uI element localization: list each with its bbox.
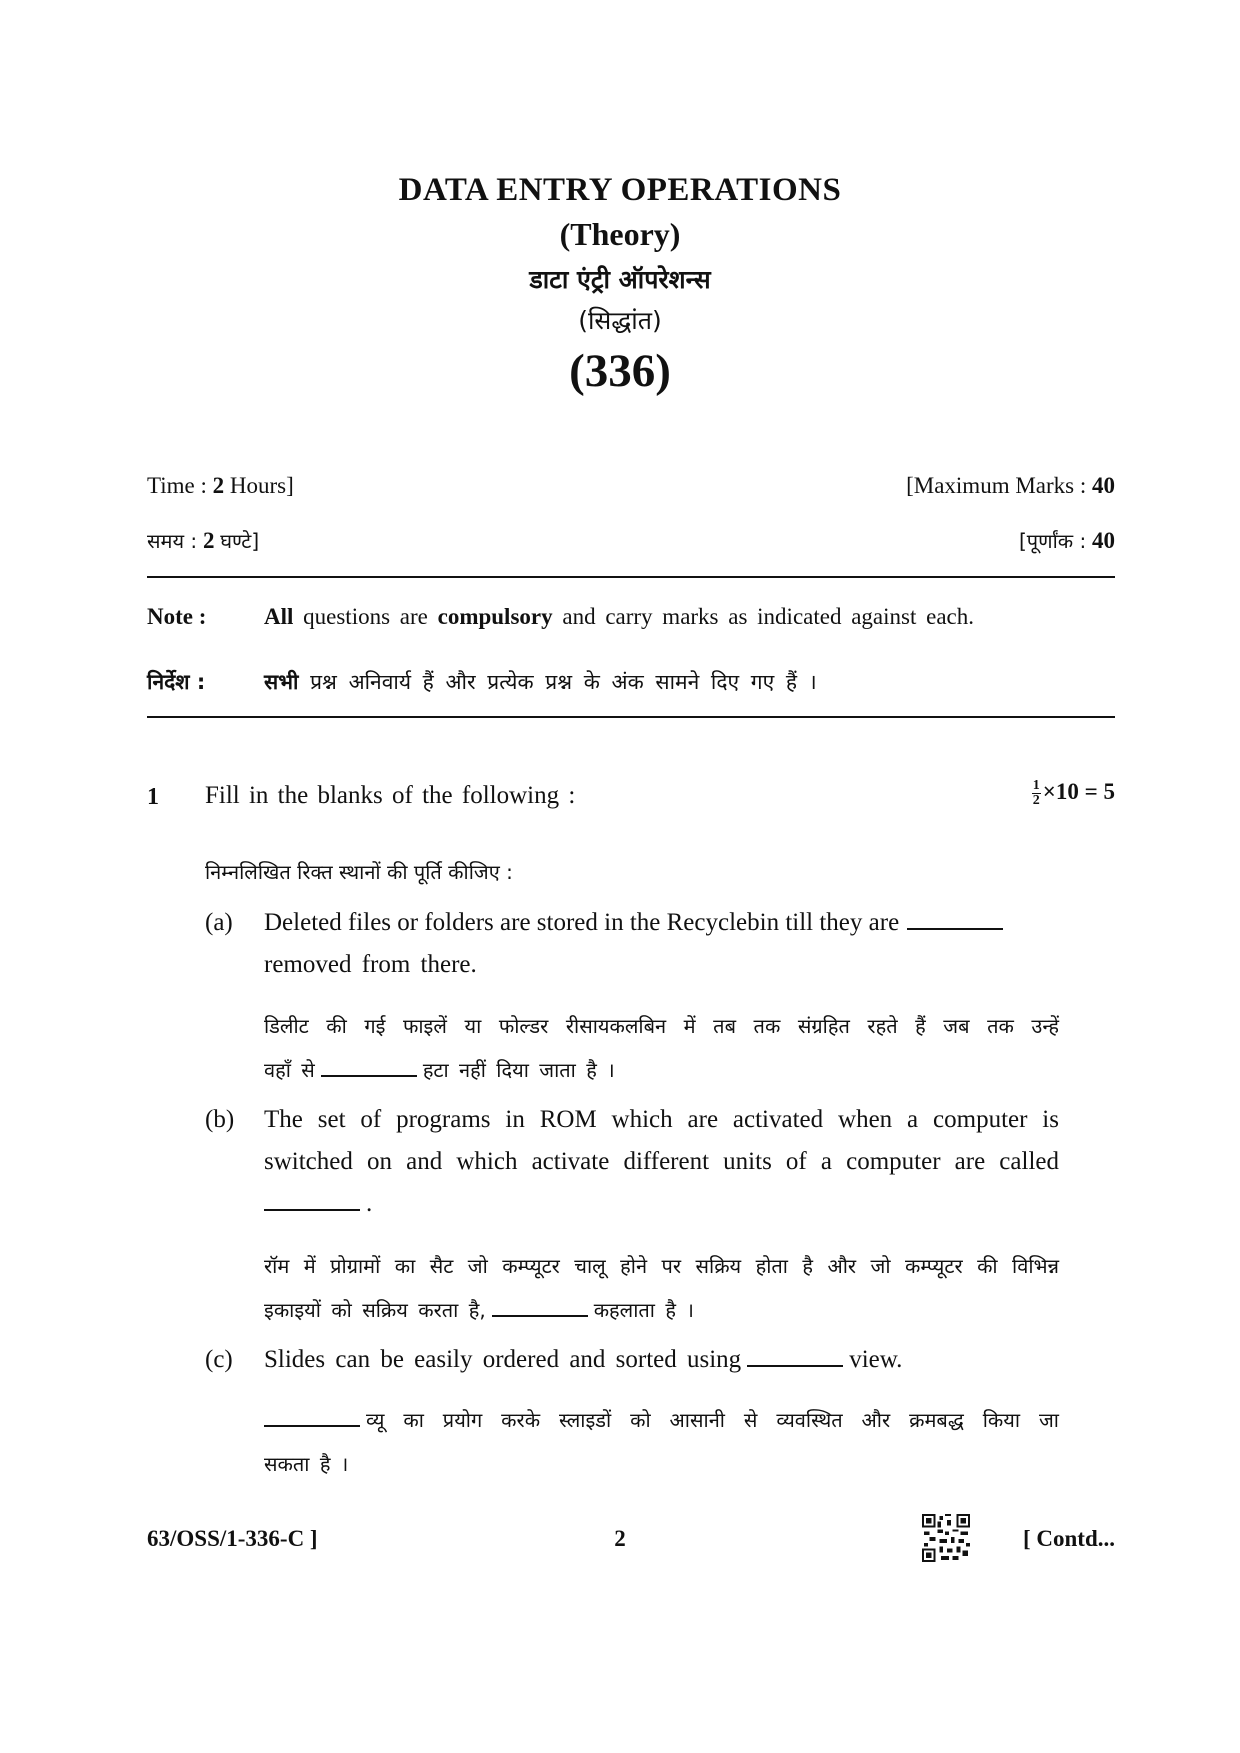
note-text-hi: [264, 668, 817, 696]
max-marks-en-prefix: [Maximum Marks :: [906, 473, 1087, 498]
marks-fraction: [1032, 779, 1041, 808]
part-b-hi-line1: रॉम में प्रोग्रामों का सैट जो कम्प्यूटर चालू होने पर सक्रिय होता है और जो कम्प्यूटर की विभिन्न: [264, 1254, 1059, 1278]
part-b-en-line2: switched on and which activate different units of a computer are called: [264, 1148, 1059, 1175]
question-text-hi: निम्नलिखित रिक्त स्थानों की पूर्ति कीजिए :: [205, 860, 513, 884]
max-marks-en-value: 40: [1092, 473, 1115, 498]
marks-fraction-den: 2: [1032, 793, 1040, 809]
question-number: 1: [147, 784, 159, 810]
part-c-en-text1b: view.: [849, 1346, 903, 1373]
part-c-hi-line2: सकता है ।: [264, 1452, 349, 1476]
max-marks-hi-prefix: [पूर्णांक :: [1018, 529, 1087, 553]
part-b-hi-line2: [264, 1296, 694, 1323]
paper-title-en: DATA ENTRY OPERATIONS: [398, 172, 842, 208]
part-c-label: (c): [205, 1346, 233, 1373]
part-c-hi-text1: व्यू का प्रयोग करके स्लाइडों को आसानी से व्यवस्थित और क्रमबद्ध किया जा: [366, 1408, 1059, 1432]
part-a-en-text1: Deleted files or folders are stored in the Recyclebin till they are: [264, 909, 900, 936]
continued-label: [ Contd...: [1022, 1526, 1115, 1551]
part-b-hi-text2b: कहलाता है ।: [593, 1298, 694, 1322]
max-marks-en: [906, 473, 1115, 499]
part-a-blank-en: [907, 926, 1003, 930]
part-c-blank-hi: [264, 1423, 360, 1427]
part-a-hi-line2: [264, 1056, 615, 1083]
part-a-en-line1: [264, 909, 1059, 937]
note-text2: and carry marks as indicated against each.: [562, 604, 974, 629]
part-a-en-line2: removed from there.: [264, 951, 477, 978]
time-en-suffix: Hours]: [229, 473, 294, 498]
note-text1: questions are: [303, 604, 428, 629]
note-label-hi: निर्देश :: [147, 670, 206, 694]
paper-title-hi: डाटा एंट्री ऑपरेशन्स: [529, 265, 711, 294]
part-b-blank-hi: [492, 1313, 588, 1317]
part-a-blank-hi: [321, 1073, 417, 1077]
paper-subtitle-hi: (सिद्धांत): [578, 306, 662, 335]
divider-top: [147, 576, 1115, 578]
note-text-en: [264, 604, 1054, 630]
note-hi-bold: सभी: [264, 670, 299, 694]
part-a-hi-text2a: वहाँ से: [264, 1058, 315, 1082]
time-hi-value: 2: [202, 528, 215, 553]
note-hi-rest: प्रश्न अनिवार्य हैं और प्रत्येक प्रश्न के अंक सामने दिए गए हैं ।: [310, 670, 817, 694]
max-marks-hi-value: 40: [1092, 528, 1115, 553]
part-b-en-text3: .: [366, 1190, 373, 1217]
qr-code-icon: [922, 1514, 970, 1567]
part-b-hi-text2a: इकाइयों को सक्रिय करता है,: [264, 1298, 486, 1322]
max-marks-hi: [1019, 527, 1115, 554]
question-text-en: Fill in the blanks of the following :: [205, 782, 576, 809]
part-c-hi-line1: [264, 1406, 1059, 1433]
time-en-prefix: Time :: [147, 473, 207, 498]
part-c-en-text1a: Slides can be easily ordered and sorted using: [264, 1346, 742, 1373]
time-en-value: 2: [212, 473, 225, 498]
subject-code: (336): [569, 345, 671, 397]
part-b-blank-en: [264, 1207, 360, 1211]
paper-subtitle-en: (Theory): [559, 216, 681, 252]
note-label-en: Note :: [147, 604, 207, 629]
part-a-hi-text2b: हटा नहीं दिया जाता है ।: [422, 1058, 615, 1082]
marks-total: ×10 = 5: [1042, 779, 1115, 804]
time-hi: [147, 527, 259, 554]
note-all: All: [264, 604, 294, 629]
part-b-en-line1: The set of programs in ROM which are activated when a computer is: [264, 1106, 1059, 1133]
time-en: [147, 473, 294, 499]
time-hi-prefix: समय :: [147, 529, 198, 553]
part-a-label: (a): [205, 909, 233, 936]
page-number: 2: [614, 1526, 626, 1551]
note-compulsory: compulsory: [437, 604, 553, 629]
time-hi-suffix: घण्टे]: [220, 529, 260, 553]
part-b-en-line3: [264, 1190, 372, 1218]
part-c-en-line1: [264, 1346, 902, 1374]
part-c-blank-en: [747, 1363, 843, 1367]
footer-paper-code: 63/OSS/1-336-C ]: [147, 1526, 318, 1551]
divider-bottom: [147, 716, 1115, 718]
part-b-label: (b): [205, 1106, 235, 1133]
marks-fraction-num: 1: [1032, 778, 1040, 794]
part-a-hi-line1: डिलीट की गई फाइलें या फोल्डर रीसायकलबिन में तब तक संग्रहित रहते हैं जब तक उन्हें: [264, 1014, 1059, 1038]
question-marks: [1032, 779, 1115, 808]
